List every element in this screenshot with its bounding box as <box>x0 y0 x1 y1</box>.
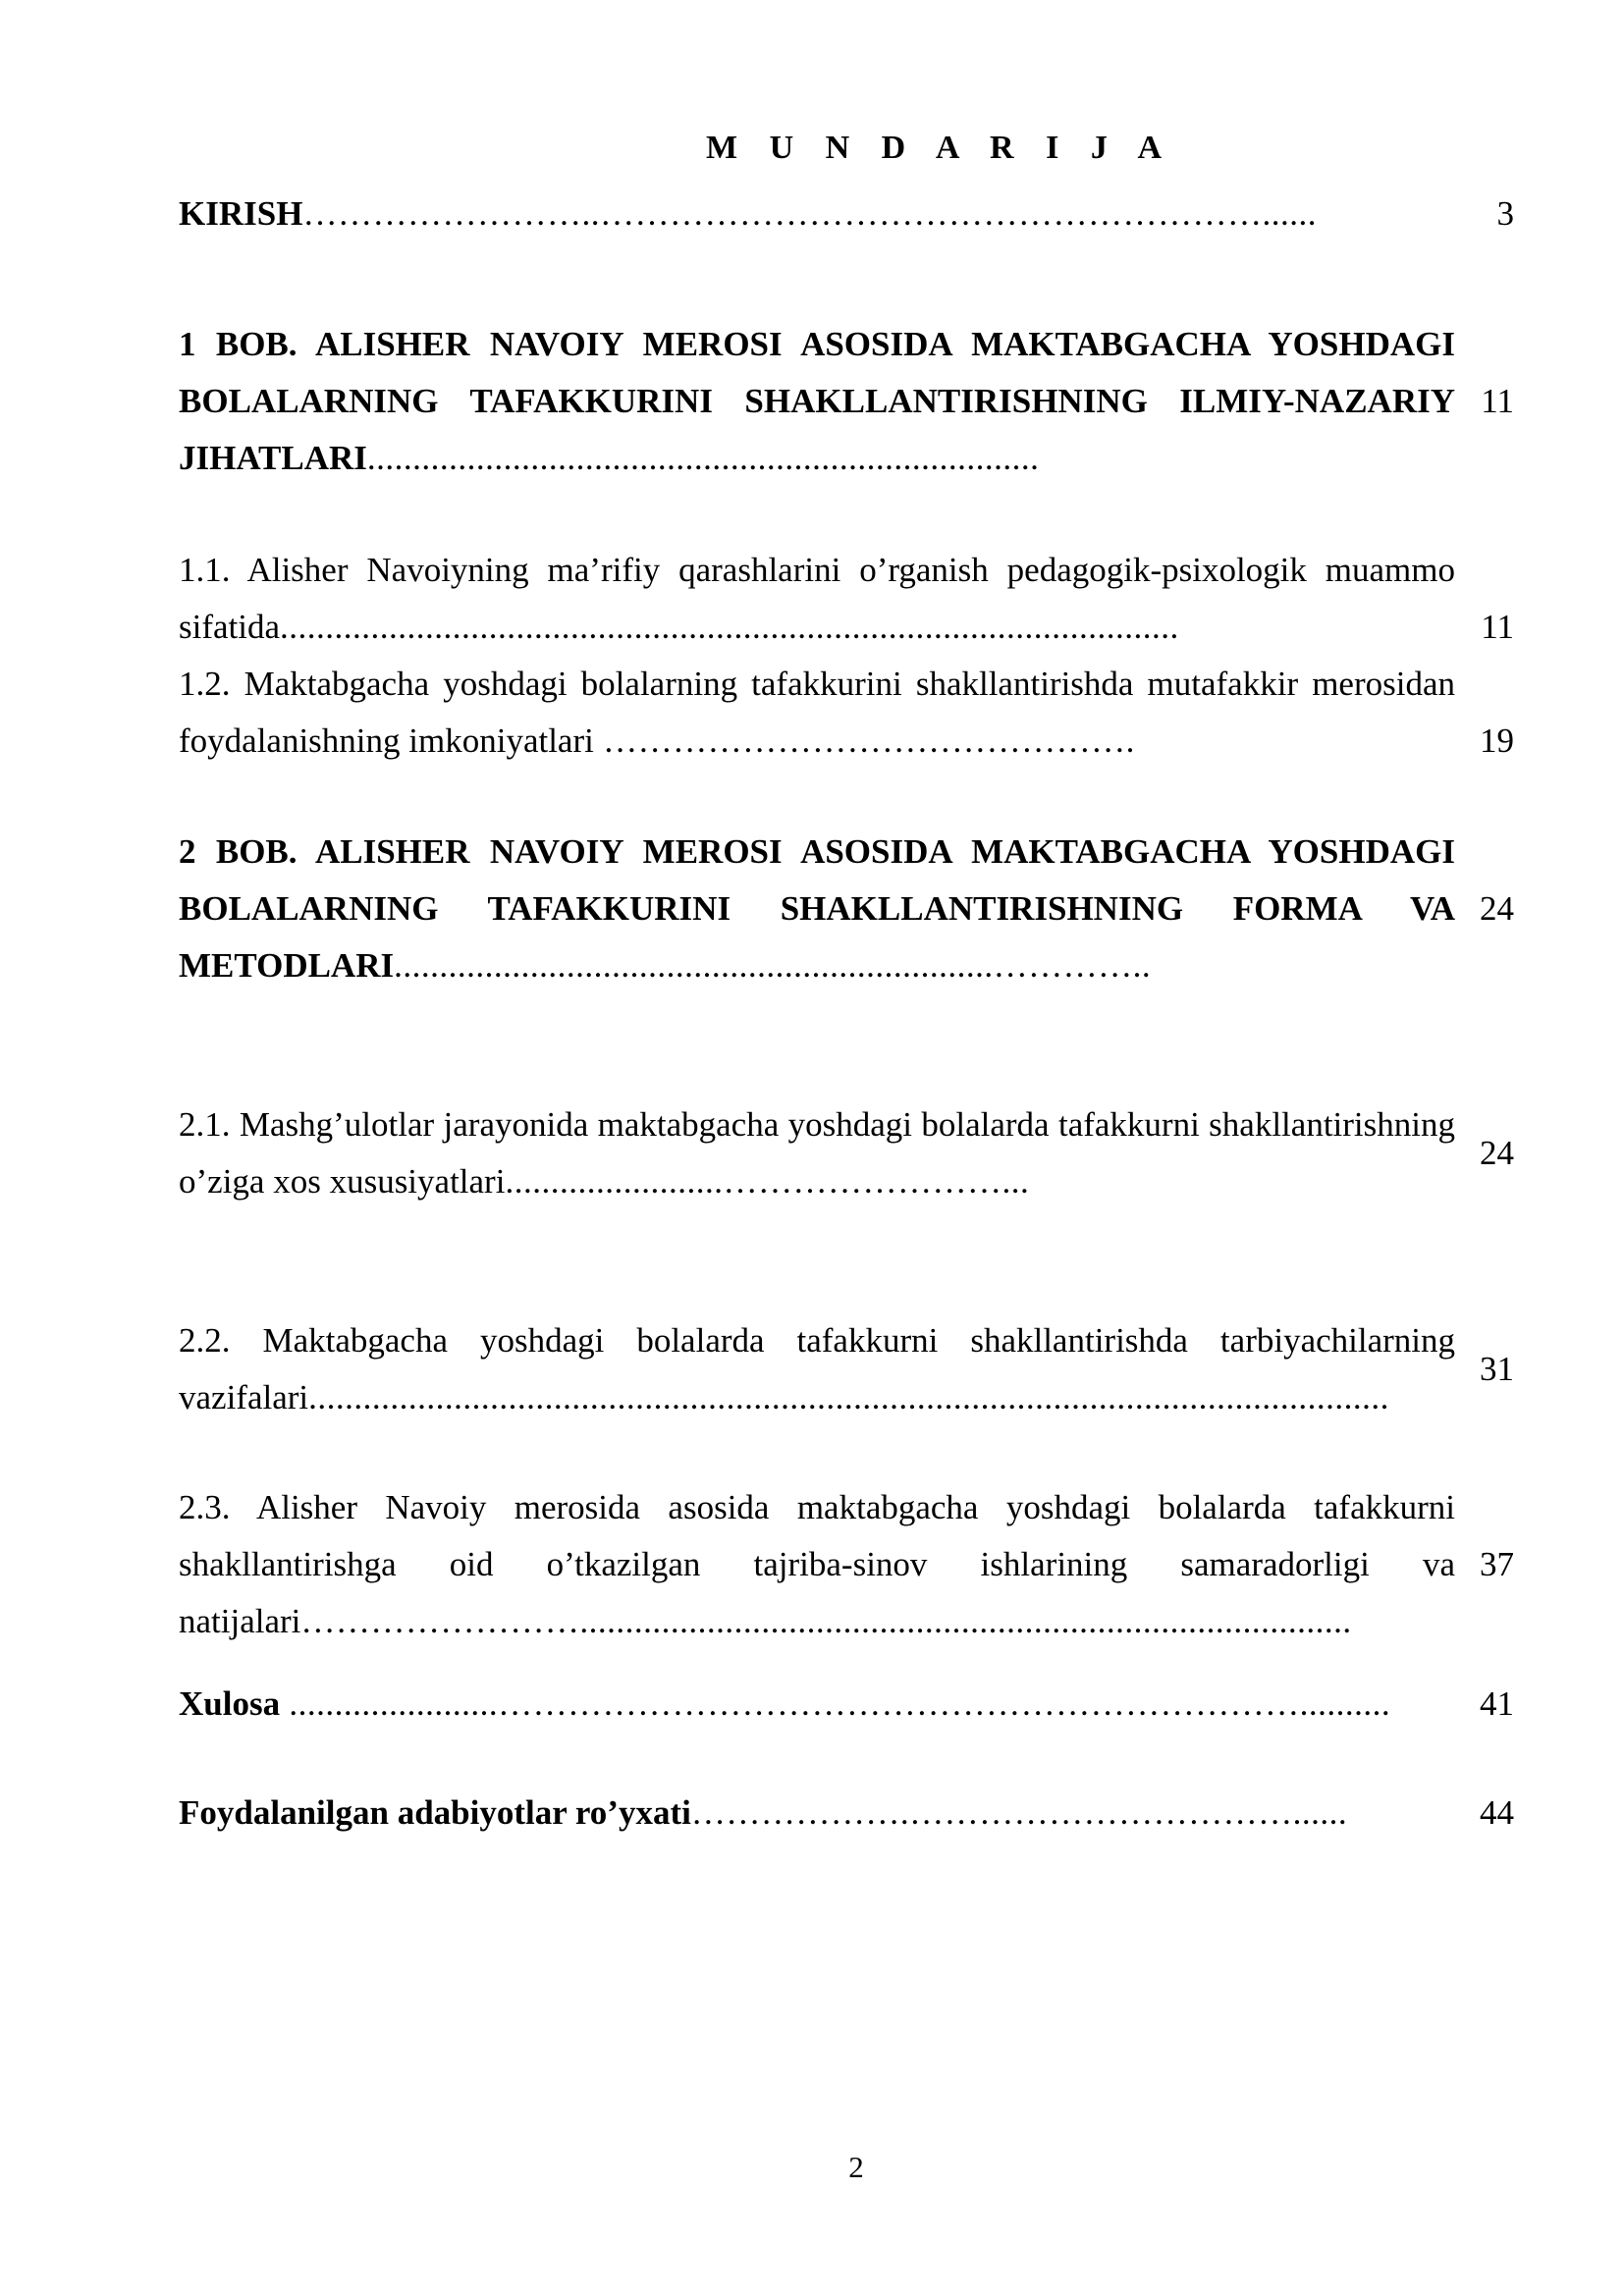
footer-page-number: 2 <box>848 2150 864 2184</box>
toc-dot-leader: .......................…………………………………………………………….......... <box>280 1684 1391 1723</box>
toc-entry-title: 2.3. Alisher Navoiy merosida asosida maktabgacha yoshdagi bolalarda tafakkurni shakllantirishga oid o’tkazilgan tajriba-sinov ishlarining samaradorligi va natijalari <box>179 1488 1455 1640</box>
toc-entry-section-1-1 <box>179 542 1514 656</box>
toc-entry-text <box>179 1785 1455 1842</box>
toc-page-number: 41 <box>1480 1684 1514 1723</box>
toc-page-number: 3 <box>1496 194 1514 233</box>
toc-dot-leader: ....................................................................................................................... <box>308 1378 1389 1416</box>
toc-entry-kirish <box>179 186 1514 242</box>
toc-entry-section-2-2 <box>179 1312 1514 1426</box>
toc-dot-leader: ..................................................................………….. <box>394 946 1152 985</box>
toc-entry-section-2-3 <box>179 1479 1514 1650</box>
toc-page-number: 24 <box>1480 889 1514 928</box>
toc-entry-text <box>179 656 1455 770</box>
toc-dot-leader: ……………….……………………………...... <box>690 1793 1348 1832</box>
toc-entry-text <box>179 542 1455 656</box>
toc-entry-title: 1.1. Alisher Navoiyning ma’rifiy qarashlarini o’rganish pedagogik-psixologik muammo sifatida <box>179 551 1455 646</box>
toc-entry-text <box>179 1676 1455 1733</box>
toc-page-number: 24 <box>1480 1134 1514 1172</box>
toc-page-number: 11 <box>1481 608 1514 646</box>
toc-dot-leader: ……………………..…………………………………………………...... <box>302 194 1317 233</box>
toc-page-number: 31 <box>1480 1350 1514 1388</box>
toc-page-number: 37 <box>1480 1545 1514 1583</box>
toc-entry-text <box>179 1096 1455 1210</box>
toc-page-number: 19 <box>1480 721 1514 760</box>
toc-entry-chapter-2 <box>179 824 1514 994</box>
toc-entry-text <box>179 316 1455 487</box>
toc-entry-bibliography <box>179 1785 1514 1842</box>
toc-entry-section-1-2 <box>179 656 1514 770</box>
toc-dot-leader: ........................……………………... <box>505 1162 1030 1201</box>
page-title: M U N D A R I J A <box>705 130 1174 166</box>
toc-entry-title: 2 BOB. ALISHER NAVOIY MEROSI ASOSIDA MAKTABGACHA YOSHDAGI BOLALARNING TAFAKKURINI SHAKLLANTIRISHNING FORMA VA METODLARI <box>179 832 1455 985</box>
toc-dot-leader: ................................................................................................... <box>280 608 1179 646</box>
toc-page-number: 44 <box>1480 1793 1514 1832</box>
toc-entry-xulosa <box>179 1676 1514 1733</box>
toc-dot-leader: ……………………..................................................................................... <box>300 1602 1352 1640</box>
toc-entry-text <box>179 186 1455 242</box>
toc-dot-leader: .......................................................................... <box>366 439 1040 477</box>
toc-entry-section-2-1 <box>179 1096 1514 1210</box>
toc-entry-chapter-1 <box>179 316 1514 487</box>
toc-entry-title: 1 BOB. ALISHER NAVOIY MEROSI ASOSIDA MAKTABGACHA YOSHDAGI BOLALARNING TAFAKKURINI SHAKLLANTIRISHNING ILMIY-NAZARIY JIHATLARI <box>179 325 1455 477</box>
toc-entry-title: 2.2. Maktabgacha yoshdagi bolalarda tafakkurni shakllantirishda tarbiyachilarning vazifalari <box>179 1321 1455 1416</box>
toc-entry-text <box>179 1479 1455 1650</box>
toc-entry-text <box>179 824 1455 994</box>
toc-entry-label: Xulosa <box>179 1684 281 1723</box>
toc-entry-label: Foydalanilgan adabiyotlar ro’yxati <box>179 1793 691 1832</box>
toc-entry-title: 2.1. Mashg’ulotlar jarayonida maktabgacha yoshdagi bolalarda tafakkurni shakllantirishning o’ziga xos xususiyatlari <box>179 1105 1455 1201</box>
toc-dot-leader: ………………………………………. <box>593 721 1135 760</box>
toc-entry-label: KIRISH <box>179 194 303 233</box>
toc-entry-title: 1.2. Maktabgacha yoshdagi bolalarning tafakkurini shakllantirishda mutafakkir merosidan foydalanishning imkoniyatlari <box>179 665 1455 760</box>
toc-page-number: 11 <box>1481 382 1514 420</box>
toc-entry-text <box>179 1312 1455 1426</box>
